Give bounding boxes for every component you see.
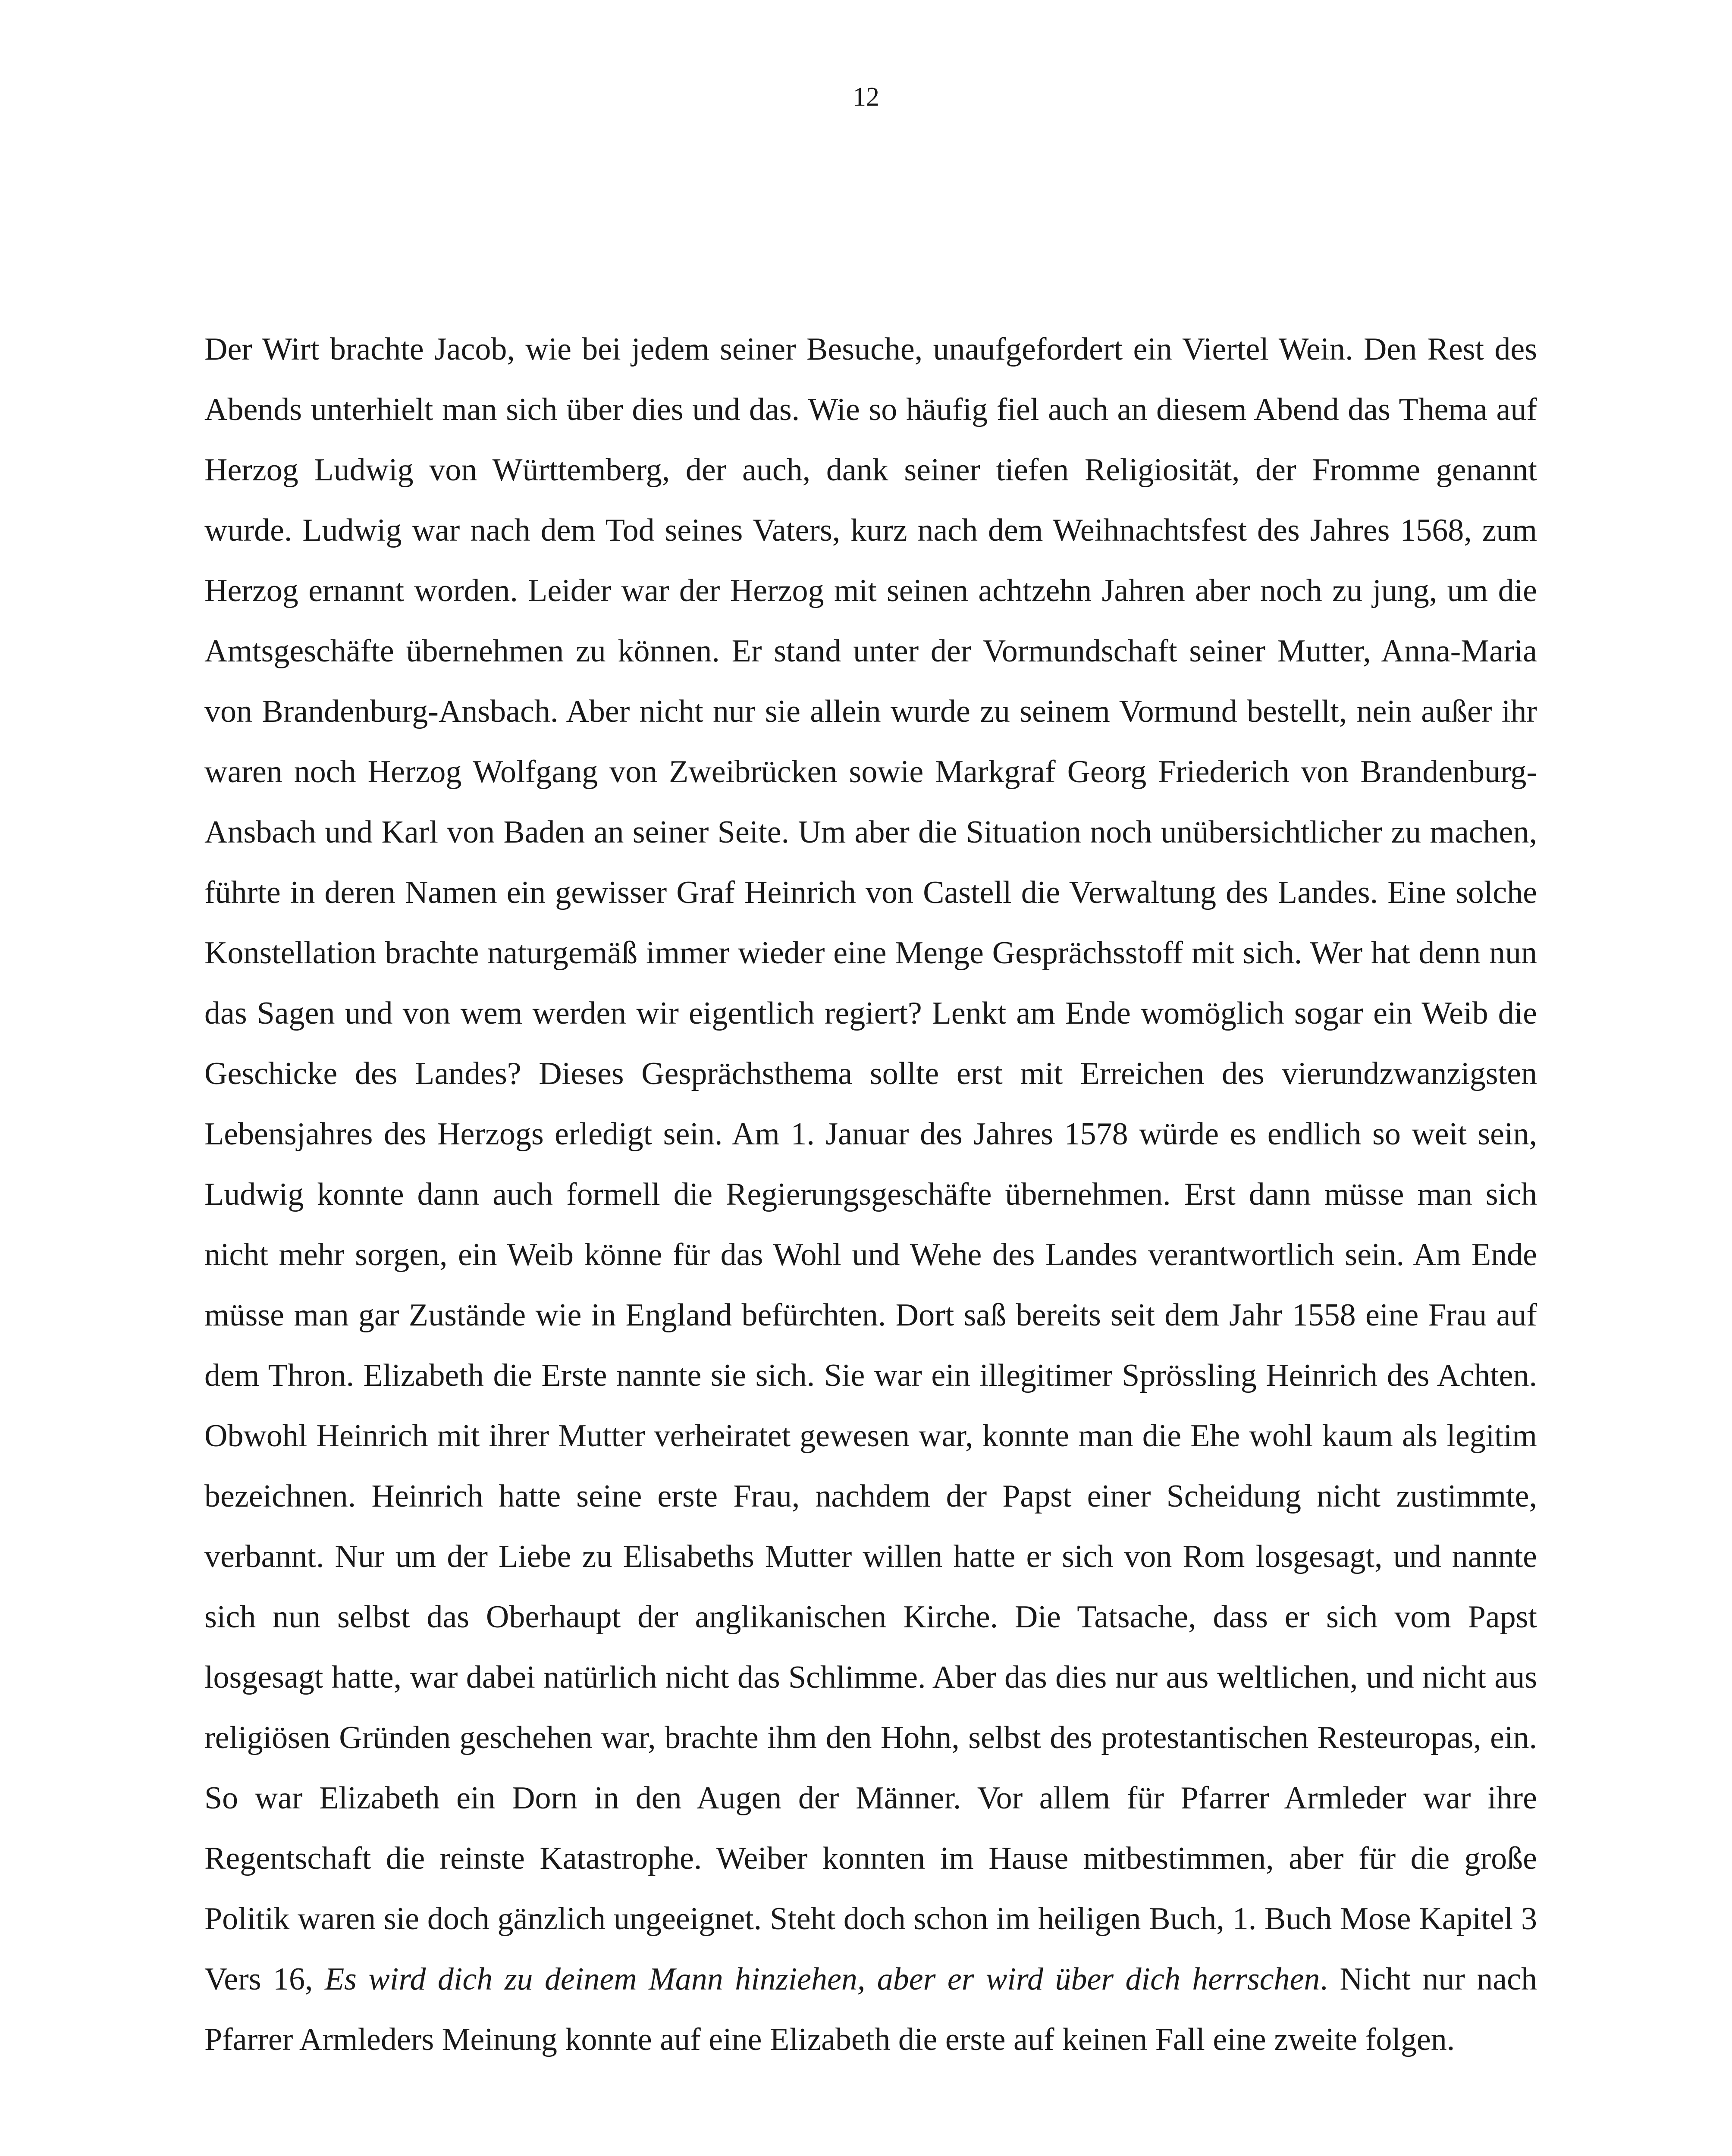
paragraph-text-after-quote: . Nicht nur nach Pfarrer Armleders Meinung konnte auf eine Elizabeth die erste auf keinen Fall eine zweite folgen. bbox=[204, 1962, 1537, 2057]
paragraph-text-before-quote: Der Wirt brachte Jacob, wie bei jedem seiner Besuche, unaufgefordert ein Viertel Wein. Den Rest des Abends unterhielt man sich über dies und das. Wie so häufig fiel auch an diesem Abend das Thema auf Herzog Ludwig von Württemberg, der auch, dank seiner tiefen Religiosität, der Fromme genannt wurde. Ludwig war nach dem Tod seines Vaters, kurz nach dem Weihnachtsfest des Jahres 1568, zum Herzog ernannt worden. Leider war der Herzog mit seinen achtzehn Jahren aber noch zu jung, um die Amtsgeschäfte übernehmen zu können. Er stand unter der Vormundschaft seiner Mutter, Anna-Maria von Brandenburg-Ansbach. Aber nicht nur sie allein wurde zu seinem Vormund bestellt, nein außer ihr waren noch Herzog Wolfgang von Zweibrücken sowie Markgraf Georg Friederich von Brandenburg-Ansbach und Karl von Baden an seiner Seite. Um aber die Situation noch unübersichtlicher zu machen, führte in deren Namen ein gewisser Graf Heinrich von Castell die Verwaltung des Landes. Eine solche Konstellation brachte naturgemäß immer wieder eine Menge Gesprächsstoff mit sich. Wer hat denn nun das Sagen und von wem werden wir eigentlich regiert? Lenkt am Ende womöglich sogar ein Weib die Geschicke des Landes? Dieses Gesprächsthema sollte erst mit Erreichen des vierundzwanzigsten Lebensjahres des Herzogs erledigt sein. Am 1. Januar des Jahres 1578 würde es endlich so weit sein, Ludwig konnte dann auch formell die Regierungsgeschäfte übernehmen. Erst dann müsse man sich nicht mehr sorgen, ein Weib könne für das Wohl und Wehe des Landes verantwortlich sein. Am Ende müsse man gar Zustände wie in England befürchten. Dort saß bereits seit dem Jahr 1558 eine Frau auf dem Thron. Elizabeth die Erste nannte sie sich. Sie war ein illegitimer Sprössling Heinrich des Achten. Obwohl Heinrich mit ihrer Mutter verheiratet gewesen war, konnte man die Ehe wohl kaum als legitim bezeichnen. Heinrich hatte seine erste Frau, nachdem der Papst einer Scheidung nicht zustimmte, verbannt. Nur um der Liebe zu Elisabeths Mutter willen hatte er sich von Rom losgesagt, und nannte sich nun selbst das Oberhaupt der anglikanischen Kirche. Die Tatsache, dass er sich vom Papst losgesagt hatte, war dabei natürlich nicht das Schlimme. Aber das dies nur aus weltlichen, und nicht aus religiösen Gründen geschehen war, brachte ihm den Hohn, selbst des protestantischen Resteuropas, ein. So war Elizabeth ein Dorn in den Augen der Männer. Vor allem für Pfarrer Armleder war ihre Regentschaft die reinste Katastrophe. Weiber konnten im Hause mitbestimmen, aber für die große Politik waren sie doch gänzlich ungeeignet. Steht doch schon im heiligen Buch, 1. Buch Mose Kapitel 3 Vers 16, bbox=[204, 332, 1537, 1997]
bible-quote-italic: Es wird dich zu deinem Mann hinziehen, aber er wird über dich herrschen bbox=[324, 1962, 1320, 1997]
page-number: 12 bbox=[853, 82, 879, 112]
body-paragraph bbox=[204, 319, 1537, 2070]
